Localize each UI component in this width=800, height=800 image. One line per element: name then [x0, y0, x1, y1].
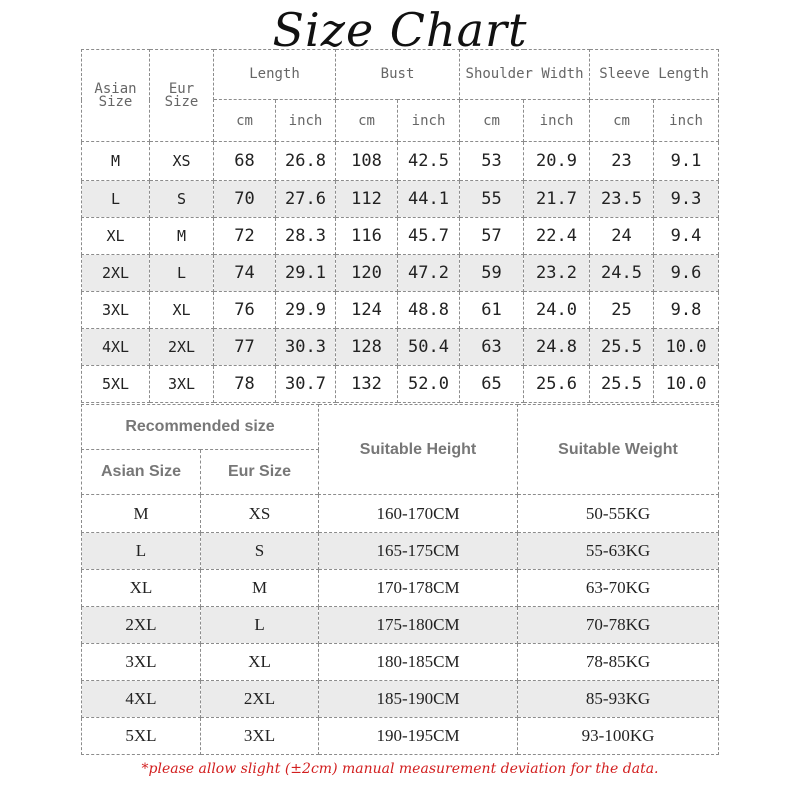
measurement-note: *please allow slight (±2cm) manual measurement deviation for the data. [141, 761, 659, 777]
length-inch-cell: 27.6 [276, 181, 336, 218]
shoulder-cm-cell: 61 [460, 292, 524, 329]
length-cm-cell: 70 [214, 181, 276, 218]
recommended-table-body [82, 495, 719, 755]
weight-range-cell: 63-70KG [518, 570, 719, 607]
shoulder-cm-cell: 59 [460, 255, 524, 292]
shoulder-cm-cell: 57 [460, 218, 524, 255]
asian-size-cell: XL [82, 570, 201, 607]
shoulder-inch-cell: 25.6 [524, 366, 590, 403]
sleeve-cm-cell: 25.5 [590, 366, 654, 403]
header-unit-cm: cm [336, 100, 398, 142]
sleeve-inch-cell: 9.1 [654, 142, 719, 181]
header-unit-cm: cm [214, 100, 276, 142]
header-rec-asian-size: Asian Size [82, 450, 201, 495]
table-row [82, 292, 719, 329]
header-suitable-weight: Suitable Weight [518, 405, 719, 495]
table-row [82, 181, 719, 218]
sleeve-inch-cell: 10.0 [654, 329, 719, 366]
eur-size-cell: L [150, 255, 214, 292]
sleeve-cm-cell: 24.5 [590, 255, 654, 292]
table-row [82, 533, 719, 570]
asian-size-cell: M [82, 495, 201, 533]
shoulder-cm-cell: 55 [460, 181, 524, 218]
weight-range-cell: 50-55KG [518, 495, 719, 533]
asian-size-cell: 2XL [82, 255, 150, 292]
weight-range-cell: 55-63KG [518, 533, 719, 570]
length-inch-cell: 29.9 [276, 292, 336, 329]
height-range-cell: 190-195CM [319, 718, 518, 755]
shoulder-inch-cell: 21.7 [524, 181, 590, 218]
weight-range-cell: 70-78KG [518, 607, 719, 644]
table-row [82, 681, 719, 718]
eur-size-cell: S [201, 533, 319, 570]
asian-size-cell: L [82, 181, 150, 218]
eur-size-cell: XS [150, 142, 214, 181]
eur-size-cell: S [150, 181, 214, 218]
header-unit-inch: inch [524, 100, 590, 142]
sleeve-cm-cell: 23.5 [590, 181, 654, 218]
shoulder-inch-cell: 24.0 [524, 292, 590, 329]
table-row [82, 366, 719, 403]
header-suitable-height: Suitable Height [319, 405, 518, 495]
bust-inch-cell: 48.8 [398, 292, 460, 329]
header-bust: Bust [336, 50, 460, 100]
bust-cm-cell: 120 [336, 255, 398, 292]
shoulder-cm-cell: 53 [460, 142, 524, 181]
weight-range-cell: 85-93KG [518, 681, 719, 718]
size-chart-table [81, 49, 719, 403]
table-row [82, 142, 719, 181]
asian-size-cell: L [82, 533, 201, 570]
bust-inch-cell: 45.7 [398, 218, 460, 255]
height-range-cell: 185-190CM [319, 681, 518, 718]
length-inch-cell: 30.7 [276, 366, 336, 403]
header-unit-inch: inch [276, 100, 336, 142]
weight-range-cell: 93-100KG [518, 718, 719, 755]
bust-cm-cell: 124 [336, 292, 398, 329]
page-title: Size Chart [272, 3, 528, 57]
bust-inch-cell: 50.4 [398, 329, 460, 366]
header-eur-size: Eur Size [150, 50, 214, 142]
eur-size-cell: XL [201, 644, 319, 681]
header-unit-cm: cm [460, 100, 524, 142]
bust-cm-cell: 116 [336, 218, 398, 255]
length-cm-cell: 72 [214, 218, 276, 255]
bust-cm-cell: 132 [336, 366, 398, 403]
table-row [82, 218, 719, 255]
header-unit-cm: cm [590, 100, 654, 142]
length-cm-cell: 76 [214, 292, 276, 329]
shoulder-cm-cell: 65 [460, 366, 524, 403]
header-shoulder-width: Shoulder Width [460, 50, 590, 100]
eur-size-cell: 2XL [201, 681, 319, 718]
table-row [82, 644, 719, 681]
sleeve-inch-cell: 10.0 [654, 366, 719, 403]
header-unit-inch: inch [398, 100, 460, 142]
length-inch-cell: 29.1 [276, 255, 336, 292]
bust-cm-cell: 112 [336, 181, 398, 218]
size-table-body [82, 142, 719, 403]
header-recommended-size: Recommended size [82, 405, 319, 450]
sleeve-cm-cell: 23 [590, 142, 654, 181]
eur-size-cell: XL [150, 292, 214, 329]
length-inch-cell: 28.3 [276, 218, 336, 255]
bust-cm-cell: 128 [336, 329, 398, 366]
sleeve-inch-cell: 9.3 [654, 181, 719, 218]
header-unit-inch: inch [654, 100, 719, 142]
asian-size-cell: 2XL [82, 607, 201, 644]
header-sleeve-length: Sleeve Length [590, 50, 719, 100]
header-asian-size: Asian Size [82, 50, 150, 142]
height-range-cell: 170-178CM [319, 570, 518, 607]
table-row [82, 329, 719, 366]
shoulder-inch-cell: 20.9 [524, 142, 590, 181]
table-row [82, 255, 719, 292]
sleeve-cm-cell: 24 [590, 218, 654, 255]
length-cm-cell: 78 [214, 366, 276, 403]
length-cm-cell: 68 [214, 142, 276, 181]
length-inch-cell: 30.3 [276, 329, 336, 366]
asian-size-cell: 3XL [82, 644, 201, 681]
bust-inch-cell: 42.5 [398, 142, 460, 181]
eur-size-cell: M [150, 218, 214, 255]
asian-size-cell: 3XL [82, 292, 150, 329]
sleeve-inch-cell: 9.4 [654, 218, 719, 255]
weight-range-cell: 78-85KG [518, 644, 719, 681]
shoulder-cm-cell: 63 [460, 329, 524, 366]
recommended-size-table [81, 404, 719, 755]
bust-cm-cell: 108 [336, 142, 398, 181]
asian-size-cell: 4XL [82, 681, 201, 718]
header-length: Length [214, 50, 336, 100]
asian-size-cell: M [82, 142, 150, 181]
table-row [82, 607, 719, 644]
shoulder-inch-cell: 23.2 [524, 255, 590, 292]
bust-inch-cell: 44.1 [398, 181, 460, 218]
eur-size-cell: 3XL [201, 718, 319, 755]
shoulder-inch-cell: 24.8 [524, 329, 590, 366]
eur-size-cell: 3XL [150, 366, 214, 403]
height-range-cell: 180-185CM [319, 644, 518, 681]
sleeve-inch-cell: 9.6 [654, 255, 719, 292]
eur-size-cell: 2XL [150, 329, 214, 366]
header-rec-eur-size: Eur Size [201, 450, 319, 495]
bust-inch-cell: 52.0 [398, 366, 460, 403]
table-row [82, 718, 719, 755]
sleeve-cm-cell: 25 [590, 292, 654, 329]
height-range-cell: 175-180CM [319, 607, 518, 644]
length-inch-cell: 26.8 [276, 142, 336, 181]
asian-size-cell: 5XL [82, 366, 150, 403]
sleeve-inch-cell: 9.8 [654, 292, 719, 329]
bust-inch-cell: 47.2 [398, 255, 460, 292]
asian-size-cell: XL [82, 218, 150, 255]
height-range-cell: 165-175CM [319, 533, 518, 570]
asian-size-cell: 4XL [82, 329, 150, 366]
table-row [82, 570, 719, 607]
eur-size-cell: M [201, 570, 319, 607]
sleeve-cm-cell: 25.5 [590, 329, 654, 366]
eur-size-cell: L [201, 607, 319, 644]
eur-size-cell: XS [201, 495, 319, 533]
asian-size-cell: 5XL [82, 718, 201, 755]
height-range-cell: 160-170CM [319, 495, 518, 533]
length-cm-cell: 74 [214, 255, 276, 292]
length-cm-cell: 77 [214, 329, 276, 366]
table-row [82, 495, 719, 533]
shoulder-inch-cell: 22.4 [524, 218, 590, 255]
